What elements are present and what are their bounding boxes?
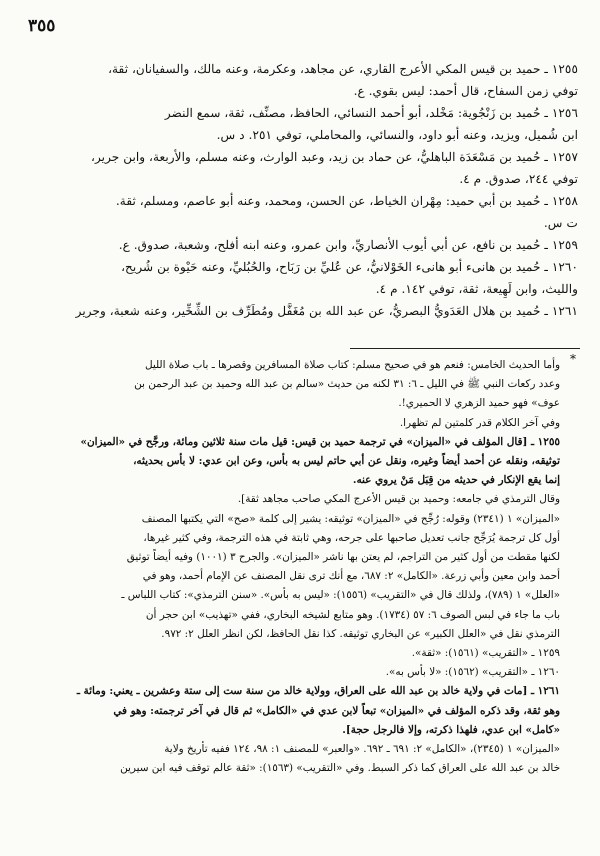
entry-line: ١٢٥٥ ـ حميد بن قيس المكي الأعرج القاري، عن مجاهد، وعكرمة، وعنه مالك، والسفيانان، ثقة، [108,62,578,76]
note-block [24,356,560,433]
main-text [22,58,578,322]
entry-line: ت س. [543,216,578,230]
note-line: خالد بن عبد الله على العراق كما ذكر السبط. وفي «التقريب» (١٥٦٣): «ثقة عالم توقف فيه ابن سيرين [120,762,560,775]
footnote-divider [350,348,580,349]
entry-1260 [22,256,578,300]
note-line: عوف» فهو حميد الزهري لا الحميري!. [398,397,560,410]
note-line: وعدد ركعات النبي ﷺ في الليل ـ ٦: ٣١ لكنه من حديث «سالم بن عبد الله وحميد بن عبد الرحمن بن [134,378,560,391]
entry-line: توفي ٢٤٤، صدوق. م ٤. [459,172,578,186]
note-line: «الميزان» ١ (٢٣٤٥)، «الكامل» ٢: ٦٩١ ـ ٦٩٢. «والعبر» للمصنف ١: ٩٨، ١٢٤ ففيه تأريخ ولاية [164,743,560,756]
footnote-marker: * [570,352,576,366]
note-line: ١٢٦٠ ـ «التقريب» (١٥٦٢): «لا بأس به». [385,666,560,679]
note-block-1255 [24,433,560,644]
note-line: «كامل» ابن عدي، فلهذا ذكرته، وإلا فالرجل حجة]. [342,723,560,736]
note-line: وأما الحديث الخامس: فنعم هو في صحيح مسلم: كتاب صلاة المسافرين وقصرها ـ باب صلاة الليل [144,359,560,371]
note-line: وقال الترمذي في جامعه: وحميد بن قيس الأعرج المكي صاحب مجاهد ثقة]. [237,493,560,506]
entry-1258 [22,190,578,234]
note-line: الترمذي نقل في «العلل الكبير» عن البخاري توثيقه. كذا نقل الحافظ، لكن انظر العلل ٢: ٩٧٢. [161,627,560,640]
entry-line: ١٢٥٦ ـ حُميد بن زَنْجُوية: مَخْلد، أبو أحمد النسائي، الحافظ، مصنِّف، ثقة، سمع النضر [164,106,578,120]
entry-line: ١٢٦١ ـ حُميد بن هلال العَدَويُّ البصريُّ، عن عبد الله بن مُغَفَّل ومُطَرِّف بن الشِّخِّير، وعنه شعبة، وجرير [75,304,578,318]
note-line: أحمد وابن معين وأبي زرعة. «الكامل» ٢: ٦٨٧، مع أنك ترى نقل المصنف عن الإمام أحمد، وهو في [142,570,560,583]
note-line: ١٢٦١ ـ [مات في ولاية خالد بن عبد الله على العراق، وولاية خالد من سنة ست إلى ستة وعشرين ـ يعني: ومائة ـ [76,685,560,698]
entry-1259 [22,234,578,256]
footnotes [24,356,560,778]
note-block-1260 [24,663,560,682]
entry-line: ابن شُميل، ويزيد، وعنه أبو داود، والنسائي، والمحاملي، توفي ٢٥١. د س. [216,128,578,142]
note-line: لكنها مقطت من أول كثير من التراجم، لم يعتن بها ناشر «الميزان». والجرح ٣ (١٠٠١) وفيه أيضاً توثيق [126,551,560,564]
note-line: «العلل» ١ (٧٨٩)، ولذلك قال في «التقريب» (١٥٥٦): «ليس به بأس». «سنن الترمذي»: كتاب اللباس ـ [121,589,560,602]
entry-line: ١٢٥٨ ـ حُميد بن أبي حميد: مِهْران الخياط، عن الحسن، ومحمد، وعنه أبو عاصم، ومسلم، ثقة. [115,194,578,208]
note-line: «الميزان» ١ (٢٣٤١) وقوله: رُجِّح في «الميزان» توثيقه: يشير إلى كلمة «صح» التي يكتبها المصنف [141,512,560,525]
note-block-1261 [24,682,560,778]
entry-1255 [22,58,578,102]
note-block-1259 [24,644,560,663]
note-line: ١٢٥٩ ـ «التقريب» (١٥٦١): «ثقة». [411,647,560,660]
note-line: إنما يقع الإنكار في حديثه من قِبَل مَنْ يروي عنه. [352,474,560,487]
note-line: وهو ثقة، وقد ذكره المؤلف في «الميزان» تبعاً لابن عدي في «الكامل» ثم قال في آخر ترجمته: وهو في [113,704,560,717]
entry-1256 [22,102,578,146]
entry-1261 [22,300,578,322]
entry-1257 [22,146,578,190]
entry-line: ١٢٦٠ ـ حُميد بن هانىء أبو هانىء الخَوْلانيُّ، عن عُليِّ بن رَبَاح، والحُبُليِّ، وعنه حَيْوة بن شُريح، [121,260,578,274]
entry-line: والليث، وابن لَهِيعة، ثقة، توفي ١٤٢. م ٤. [375,282,578,296]
note-line: باب ما جاء في لبس الصوف ٦: ٥٧ (١٧٣٤). وهو متابع لشيخه البخاري، ففي «تهذيب» ابن حجر أن [145,608,560,621]
entry-line: ١٢٥٩ ـ حُميد بن نافع، عن أبي أيوب الأنصاريِّ، وابن عمرو، وعنه ابنه أفلح، وشعبة، صدوق. ع. [118,238,578,252]
note-line: وفي آخر الكلام قدر كلمتين لم تظهرا. [399,416,560,429]
note-line: توثيقه، ونقله عن أحمد أيضاً وغيره، ونقل عن أبي حاتم ليس به بأس، وعن ابن عدي: لا بأس بحديثه، [133,455,560,468]
entry-line: توفي زمن السفاح، قال أحمد: ليس بقوي. ع. [353,84,578,98]
entry-line: ١٢٥٧ ـ حُميد بن مَسْعَدَة الباهليُّ، عن حماد بن زيد، وعبد الوارث، وعنه مسلم، والأربعة، وابن جرير، [91,150,578,164]
page-number: ٣٥٥ [28,16,56,36]
note-line: أول كل ترجمة يُرَجِّح جانب تعديل صاحبها على جرحه، وهي ثابتة في هذه الترجمة، وفي كثير غيرها، [143,531,560,544]
note-line: ١٢٥٥ ـ [قال المؤلف في «الميزان» في ترجمة حميد بن قيس: قيل مات سنة ثلاثين ومائة، ورجَّح في «الميزان» [80,435,560,448]
